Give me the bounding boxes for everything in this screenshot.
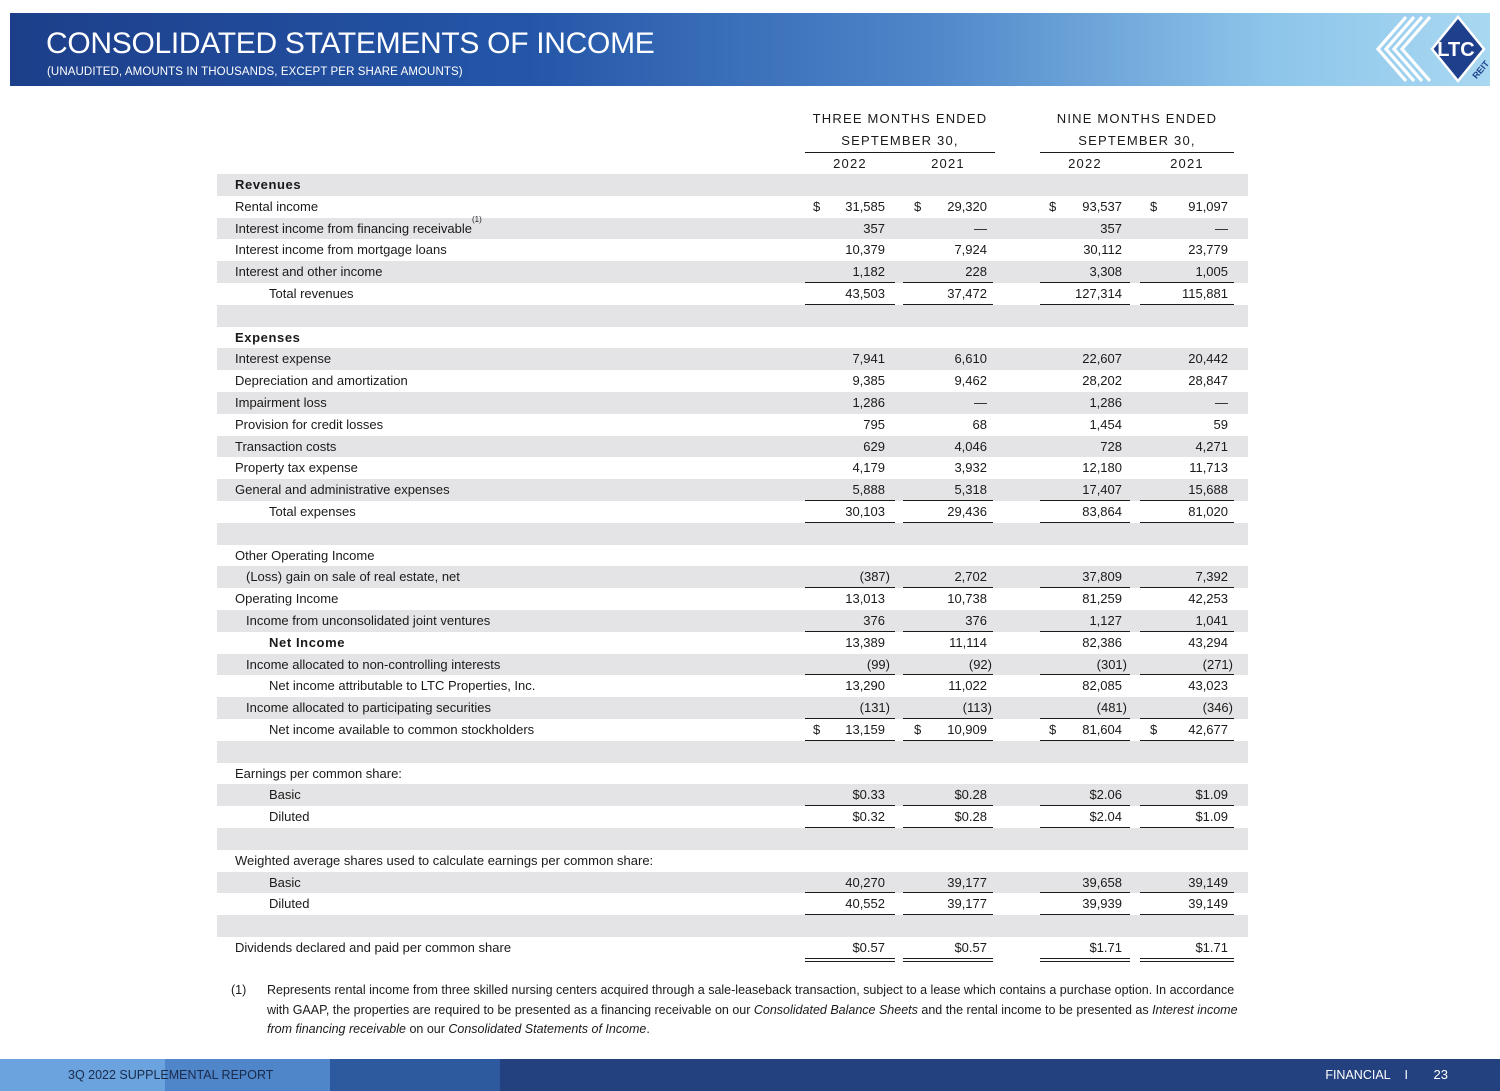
table-row <box>217 348 1248 370</box>
table-cell: 28,847 <box>1188 373 1228 389</box>
row-label: General and administrative expenses <box>235 482 450 498</box>
table-row <box>217 174 1248 196</box>
svg-text:LTC: LTC <box>1437 39 1475 61</box>
table-cell: 13,013 <box>845 591 885 607</box>
row-label: Earnings per common share: <box>235 765 402 781</box>
table-cell: 37,472 <box>947 285 987 301</box>
col-year-4: 2021 <box>1170 156 1204 171</box>
footnote-text: Represents rental income from three skilled nursing centers acquired through a sale-leaseback transaction, subject to a lease which contains a purchase option. In accordance with GAAP, the properties are required to be presented as a financing receivable on our Consolidated Balance Sheets and the rental income to be presented as Interest income from financing receivable on our Consolidated Statements of Income. <box>267 983 1238 1036</box>
row-label: Revenues <box>235 177 302 192</box>
table-cell: $0.32 <box>852 809 885 825</box>
table-cell: 1,454 <box>1089 416 1122 432</box>
table-cell: — <box>1215 220 1228 236</box>
table-row <box>217 261 1248 283</box>
table-cell: 39,177 <box>947 896 987 912</box>
table-row <box>217 784 1248 806</box>
table-cell: 6,610 <box>954 351 987 367</box>
table-cell: 59 <box>1213 416 1228 432</box>
table-cell: 68 <box>972 416 987 432</box>
table-cell: 30,103 <box>845 503 885 519</box>
table-cell: 39,149 <box>1188 874 1228 890</box>
table-cell: 10,738 <box>947 591 987 607</box>
page-footer <box>0 1059 1500 1091</box>
table-row <box>217 632 1248 654</box>
table-cell: — <box>974 220 987 236</box>
row-label: Basic <box>269 874 301 890</box>
col-group1-rule <box>805 152 995 153</box>
table-cell: (346) <box>1202 700 1233 716</box>
table-cell: 17,407 <box>1082 482 1122 498</box>
table-cell: $2.04 <box>1089 809 1122 825</box>
table-cell: 7,924 <box>954 242 987 258</box>
header-banner <box>10 13 1490 86</box>
table-cell: 629 <box>863 438 885 454</box>
table-row <box>217 828 1248 850</box>
table-cell: $1.09 <box>1195 787 1228 803</box>
table-cell: 13,389 <box>845 634 885 650</box>
table-cell: 43,294 <box>1188 634 1228 650</box>
row-label: Net Income <box>269 634 346 650</box>
dollar-sign: $ <box>1150 198 1158 214</box>
table-cell: (131) <box>859 700 890 716</box>
table-cell: 93,537 <box>1082 198 1122 214</box>
table-cell: (481) <box>1096 700 1127 716</box>
table-cell: 31,585 <box>845 198 885 214</box>
table-cell: $1.71 <box>1195 939 1228 955</box>
table-cell: 23,779 <box>1188 242 1228 258</box>
col-group1-line2: SEPTEMBER 30, <box>841 133 959 148</box>
table-cell: 7,392 <box>1195 569 1228 585</box>
row-label: Other Operating Income <box>235 547 375 563</box>
table-row <box>217 327 1248 349</box>
row-label: Income from unconsolidated joint ventures <box>246 612 491 628</box>
dollar-sign: $ <box>1150 721 1158 737</box>
double-underline <box>805 958 895 962</box>
table-row <box>217 436 1248 458</box>
dollar-sign: $ <box>813 721 821 737</box>
table-cell: $0.57 <box>954 939 987 955</box>
table-cell: 39,177 <box>947 874 987 890</box>
table-cell: 81,604 <box>1082 721 1122 737</box>
income-statement-table <box>217 174 1248 959</box>
row-label: Transaction costs <box>235 438 337 454</box>
table-cell: 3,932 <box>954 460 987 476</box>
table-row <box>217 479 1248 501</box>
row-label: Diluted <box>269 809 310 825</box>
table-cell: — <box>974 394 987 410</box>
table-cell: 39,149 <box>1188 896 1228 912</box>
table-cell: 4,046 <box>954 438 987 454</box>
dollar-sign: $ <box>1049 721 1057 737</box>
table-cell: 29,436 <box>947 503 987 519</box>
row-label: (Loss) gain on sale of real estate, net <box>246 569 460 585</box>
row-label: Interest and other income <box>235 264 383 280</box>
row-label: Interest income from financing receivable$^{(1)}$ <box>235 215 482 236</box>
table-row <box>217 806 1248 828</box>
table-cell: 795 <box>863 416 885 432</box>
table-cell: 40,270 <box>845 874 885 890</box>
table-row <box>217 850 1248 872</box>
col-year-2: 2021 <box>931 156 965 171</box>
table-cell: 13,159 <box>845 721 885 737</box>
table-cell: 357 <box>863 220 885 236</box>
table-cell: 1,005 <box>1195 264 1228 280</box>
table-cell: 357 <box>1100 220 1122 236</box>
row-label: Rental income <box>235 198 319 214</box>
row-label: Net income available to common stockholders <box>269 721 535 737</box>
table-row <box>217 697 1248 719</box>
table-row <box>217 741 1248 763</box>
table-cell: 127,314 <box>1075 285 1122 301</box>
table-cell: 5,888 <box>852 482 885 498</box>
row-label: Dividends declared and paid per common share <box>235 939 512 955</box>
table-row <box>217 305 1248 327</box>
table-row <box>217 370 1248 392</box>
table-cell: 1,286 <box>1089 394 1122 410</box>
row-label: Expenses <box>235 329 301 345</box>
table-row <box>217 414 1248 436</box>
dollar-sign: $ <box>1049 198 1057 214</box>
table-cell: 11,713 <box>1189 460 1228 476</box>
table-cell: 83,864 <box>1082 503 1122 519</box>
table-cell: 82,386 <box>1082 634 1122 650</box>
table-row <box>217 523 1248 545</box>
table-row <box>217 283 1248 305</box>
dollar-sign: $ <box>914 721 922 737</box>
row-label: Income allocated to non-controlling interests <box>246 656 501 672</box>
table-cell: $1.71 <box>1089 939 1122 955</box>
table-cell: 30,112 <box>1083 242 1122 258</box>
page-subtitle: (UNAUDITED, AMOUNTS IN THOUSANDS, EXCEPT PER SHARE AMOUNTS) <box>47 66 463 78</box>
table-row <box>217 196 1248 218</box>
col-group2-line2: SEPTEMBER 30, <box>1078 133 1196 148</box>
double-underline <box>903 958 993 962</box>
dollar-sign: $ <box>914 198 922 214</box>
col-year-3: 2022 <box>1068 156 1102 171</box>
table-cell: 42,677 <box>1188 721 1228 737</box>
footnote-number: (1) <box>231 983 247 997</box>
table-cell: (387) <box>859 569 890 585</box>
table-row <box>217 215 1248 240</box>
table-cell: 10,909 <box>947 721 987 737</box>
table-row <box>217 545 1248 567</box>
row-label: Weighted average shares used to calculate earnings per common share: <box>235 852 654 868</box>
table-cell: 5,318 <box>954 482 987 498</box>
table-cell: 20,442 <box>1188 351 1228 367</box>
table-row <box>217 675 1248 697</box>
table-row <box>217 239 1248 261</box>
row-label: Total revenues <box>269 285 354 301</box>
row-label: Depreciation and amortization <box>235 373 408 389</box>
table-row <box>217 719 1248 741</box>
table-cell: 1,286 <box>852 394 885 410</box>
col-group2-line1: NINE MONTHS ENDED <box>1056 111 1218 126</box>
col-year-1: 2022 <box>833 156 867 171</box>
table-row <box>217 654 1248 676</box>
table-row <box>217 566 1248 588</box>
table-cell: (113) <box>962 700 992 716</box>
row-label: Total expenses <box>269 503 356 519</box>
table-cell: 11,114 <box>949 634 987 650</box>
table-cell: 13,290 <box>845 678 885 694</box>
table-row <box>217 392 1248 414</box>
row-label: Diluted <box>269 896 310 912</box>
table-cell: 1,127 <box>1089 612 1122 628</box>
table-row <box>217 893 1248 915</box>
row-label: Property tax expense <box>235 460 358 476</box>
table-cell: 81,259 <box>1082 591 1122 607</box>
table-cell: 42,253 <box>1188 591 1228 607</box>
table-cell: 1,182 <box>852 264 885 280</box>
table-cell: $0.33 <box>852 787 885 803</box>
table-cell: 3,308 <box>1089 264 1122 280</box>
table-cell: 28,202 <box>1082 373 1122 389</box>
table-cell: 43,023 <box>1188 678 1228 694</box>
table-row <box>217 763 1248 785</box>
table-cell: 4,271 <box>1195 438 1228 454</box>
table-cell: 1,041 <box>1195 612 1228 628</box>
table-cell: $2.06 <box>1089 787 1122 803</box>
dollar-sign: $ <box>813 198 821 214</box>
double-underline <box>1040 958 1130 962</box>
col-group1-line1: THREE MONTHS ENDED <box>812 111 988 126</box>
table-cell: (92) <box>968 656 992 672</box>
table-cell: 228 <box>965 264 987 280</box>
table-cell: 29,320 <box>947 198 987 214</box>
table-row <box>217 501 1248 523</box>
footer-section: FINANCIAL I <box>1325 1068 1408 1082</box>
row-label: Provision for credit losses <box>235 416 384 432</box>
table-cell: 39,939 <box>1082 896 1122 912</box>
table-cell: 10,379 <box>845 242 885 258</box>
table-row <box>217 937 1248 959</box>
table-cell: 40,552 <box>845 896 885 912</box>
table-row <box>217 915 1248 937</box>
table-cell: — <box>1215 394 1228 410</box>
table-cell: 4,179 <box>852 460 885 476</box>
table-cell: 12,180 <box>1082 460 1122 476</box>
table-cell: 37,809 <box>1082 569 1122 585</box>
table-cell: 7,941 <box>852 351 885 367</box>
table-cell: 9,385 <box>852 373 885 389</box>
table-cell: (99) <box>866 656 890 672</box>
table-cell: $0.28 <box>954 809 987 825</box>
footer-report-name: 3Q 2022 SUPPLEMENTAL REPORT <box>68 1068 274 1082</box>
svg-text:REIT: REIT <box>1470 58 1492 81</box>
row-label: Interest income from mortgage loans <box>235 242 447 258</box>
table-cell: 43,503 <box>845 285 885 301</box>
table-cell: 9,462 <box>954 373 987 389</box>
footer-page-number: 23 <box>1433 1067 1448 1082</box>
col-group2-rule <box>1040 152 1234 153</box>
table-cell: $0.57 <box>852 939 885 955</box>
table-cell: 376 <box>863 612 885 628</box>
table-cell: (271) <box>1202 656 1233 672</box>
table-cell: 81,020 <box>1188 503 1228 519</box>
table-cell: 22,607 <box>1082 351 1122 367</box>
table-cell: 376 <box>965 612 987 628</box>
table-row <box>217 457 1248 479</box>
ltc-reit-logo-icon <box>1362 13 1492 86</box>
table-cell: 82,085 <box>1082 678 1122 694</box>
table-cell: $0.28 <box>954 787 987 803</box>
row-label: Impairment loss <box>235 394 327 410</box>
table-row <box>217 610 1248 632</box>
table-cell: 39,658 <box>1082 874 1122 890</box>
table-cell: $1.09 <box>1195 809 1228 825</box>
table-cell: 15,688 <box>1188 482 1228 498</box>
table-row <box>217 588 1248 610</box>
row-label: Interest expense <box>235 351 332 367</box>
table-cell: (301) <box>1096 656 1127 672</box>
double-underline <box>1140 958 1234 962</box>
table-row <box>217 872 1248 894</box>
row-label: Basic <box>269 787 301 803</box>
table-cell: 11,022 <box>948 678 987 694</box>
row-label: Income allocated to participating securities <box>246 700 491 716</box>
page-title: CONSOLIDATED STATEMENTS OF INCOME <box>46 27 655 60</box>
table-cell: 728 <box>1100 438 1122 454</box>
row-label: Operating Income <box>235 591 339 607</box>
table-cell: 2,702 <box>954 569 987 585</box>
table-cell: 115,881 <box>1181 285 1228 301</box>
row-label: Net income attributable to LTC Properties, Inc. <box>269 678 536 694</box>
table-cell: 91,097 <box>1188 198 1228 214</box>
